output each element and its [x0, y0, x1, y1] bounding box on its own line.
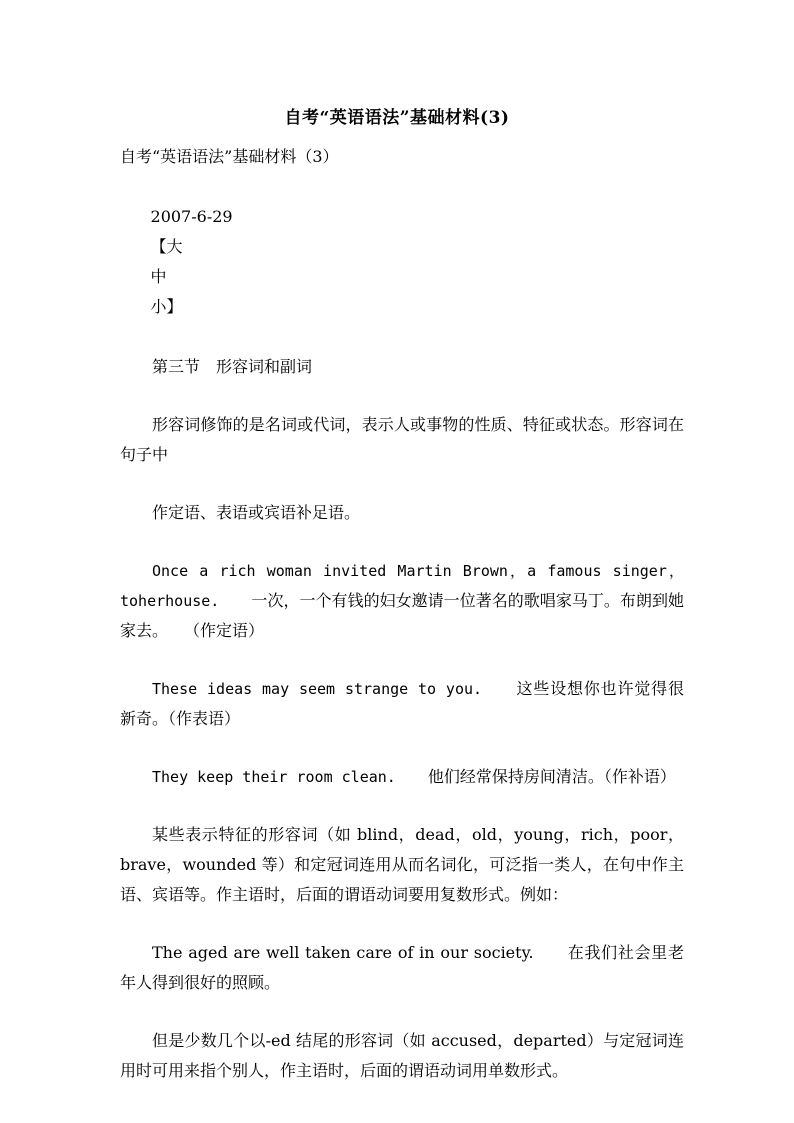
paragraph-nominalization: 某些表示特征的形容词（如 blind，dead，old，young，rich，poor，brave，wounded 等）和定冠词连用从而名词化，可泛指一类人，在句中作主语、宾语等。作主语时，后面的谓语动词要用复数形式。例如： [120, 825, 684, 904]
font-size-large-link[interactable]: 大 [166, 237, 183, 256]
publish-date: 2007-6-29 [150, 207, 233, 226]
paragraph-ed-adjectives: 但是少数几个以-ed 结尾的形容词（如 accused，departed）与定冠词连用时可用来指个别人，作主语时，后面的谓语动词用单数形式。 [120, 1031, 684, 1080]
example-chinese: 在我们社会里老年人得到很好的照顾。 [120, 943, 684, 992]
example-attributive [120, 556, 684, 646]
document-title: 自考“英语语法”基础材料(3) [284, 108, 510, 128]
size-bracket-open: 【 [150, 237, 167, 256]
example-chinese: 他们经常保持房间清洁。（作补语） [427, 767, 676, 786]
spacer [120, 382, 684, 410]
spacer [120, 998, 684, 1026]
example-chinese: 这些设想你也许觉得很新奇。（作表语） [120, 679, 684, 728]
font-size-medium-link[interactable]: 中 [150, 267, 167, 286]
example-english: Once a rich woman invited Martin Brown，a famous singer，toherhouse. [120, 562, 684, 610]
spacer [120, 792, 684, 820]
document-subtitle: 自考“英语语法”基础材料（3） [120, 147, 339, 166]
document-body [120, 142, 684, 1086]
section-heading: 第三节 形容词和副词 [152, 357, 313, 376]
example-predicative [120, 674, 684, 734]
spacer [120, 470, 684, 498]
example-chinese: 一次，一个有钱的妇女邀请一位著名的歌唱家马丁。布朗到她家去。 （作定语） [120, 591, 684, 640]
font-size-small-link[interactable]: 小 [150, 297, 167, 316]
example-complement [120, 762, 684, 792]
example-english: These ideas may seem strange to you. [152, 680, 483, 698]
example-english: The aged are well taken care of in our society. [152, 943, 534, 962]
spacer [120, 528, 684, 556]
paragraph-definition: 形容词修饰的是名词或代词，表示人或事物的性质、特征或状态。形容词在句子中 [120, 415, 684, 464]
example-plural-subject [120, 938, 684, 998]
spacer [120, 910, 684, 938]
size-bracket-close: 】 [166, 297, 183, 316]
spacer [120, 646, 684, 674]
date-and-size-row [120, 172, 684, 352]
example-english: They keep their room clean. [152, 768, 396, 786]
paragraph-functions: 作定语、表语或宾语补足语。 [152, 503, 361, 522]
spacer [120, 734, 684, 762]
